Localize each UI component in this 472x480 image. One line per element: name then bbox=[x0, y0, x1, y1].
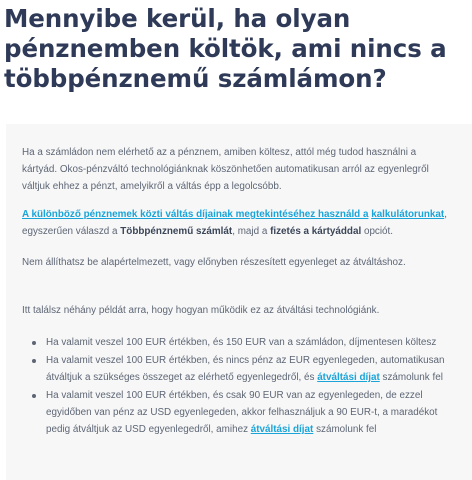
list-item bbox=[22, 334, 452, 351]
example-text: Ha valamit veszel 100 EUR értékben, és 150 EUR van a számládon, díjmentesen költesz bbox=[46, 337, 437, 348]
example-text: számolunk fel bbox=[379, 372, 443, 383]
example-text: számolunk fel bbox=[313, 424, 377, 435]
multi-currency-account-label: Többpénznemű számlát bbox=[120, 226, 233, 237]
title-line: többpénznemű számlámon? bbox=[4, 64, 387, 93]
conversion-fee-link[interactable]: átváltási díjat bbox=[317, 372, 380, 383]
list-item bbox=[22, 352, 452, 386]
pay-with-card-label: fizetés a kártyáddal bbox=[270, 226, 362, 237]
examples-list bbox=[22, 334, 452, 439]
fees-paragraph bbox=[22, 206, 452, 240]
page-title bbox=[4, 4, 464, 94]
intro-paragraph: Ha a számládon nem elérhető az a pénznem, amiben költesz, attól még tudod használni a kártyád. Okos-pénzváltó technológiánknak köszönhetően automatikusan arról az egyenlegről váltjuk ehhez a pénzt, amelyikről a váltás épp a legolcsóbb. bbox=[22, 147, 429, 192]
fees-link[interactable]: A különböző pénznemek közti váltás díjainak megtekintéséhez használd a bbox=[22, 209, 369, 220]
article-body bbox=[6, 124, 472, 480]
fees-text: , egyszerűen válaszd a bbox=[22, 209, 447, 237]
title-line: pénznemben költök, ami nincs a bbox=[4, 34, 447, 63]
fees-text: , majd a bbox=[232, 226, 271, 237]
preferred-balance-paragraph: Nem állíthatsz be alapértelmezett, vagy előnyben részesített egyenleget az átváltáshoz. bbox=[22, 257, 406, 268]
calculator-link[interactable]: kalkulátorunkat bbox=[371, 209, 445, 220]
fees-text: opciót. bbox=[361, 226, 394, 237]
list-item bbox=[22, 387, 452, 438]
examples-intro: Itt találsz néhány példát arra, hogy hogyan működik ez az átváltási technológiánk. bbox=[22, 305, 380, 316]
conversion-fee-link[interactable]: átváltási díjat bbox=[250, 424, 314, 435]
title-line: Mennyibe kerül, ha olyan bbox=[4, 4, 351, 33]
example-text: Ha valamit veszel 100 EUR értékben, és csak 90 EUR van az egyenlegeden, de ezzel egyidőben van pénz az USD egyenlegeden, akkor felhasználjuk a 90 EUR-t, a maradékot pedig átváltjuk az USD egyenlegedről, amihez bbox=[46, 390, 438, 435]
example-text: Ha valamit veszel 100 EUR értékben, és nincs pénz az EUR egyenlegeden, automatikusan átváltjuk a szükséges összeget az elérhető egyenlegedről, és bbox=[46, 355, 445, 383]
